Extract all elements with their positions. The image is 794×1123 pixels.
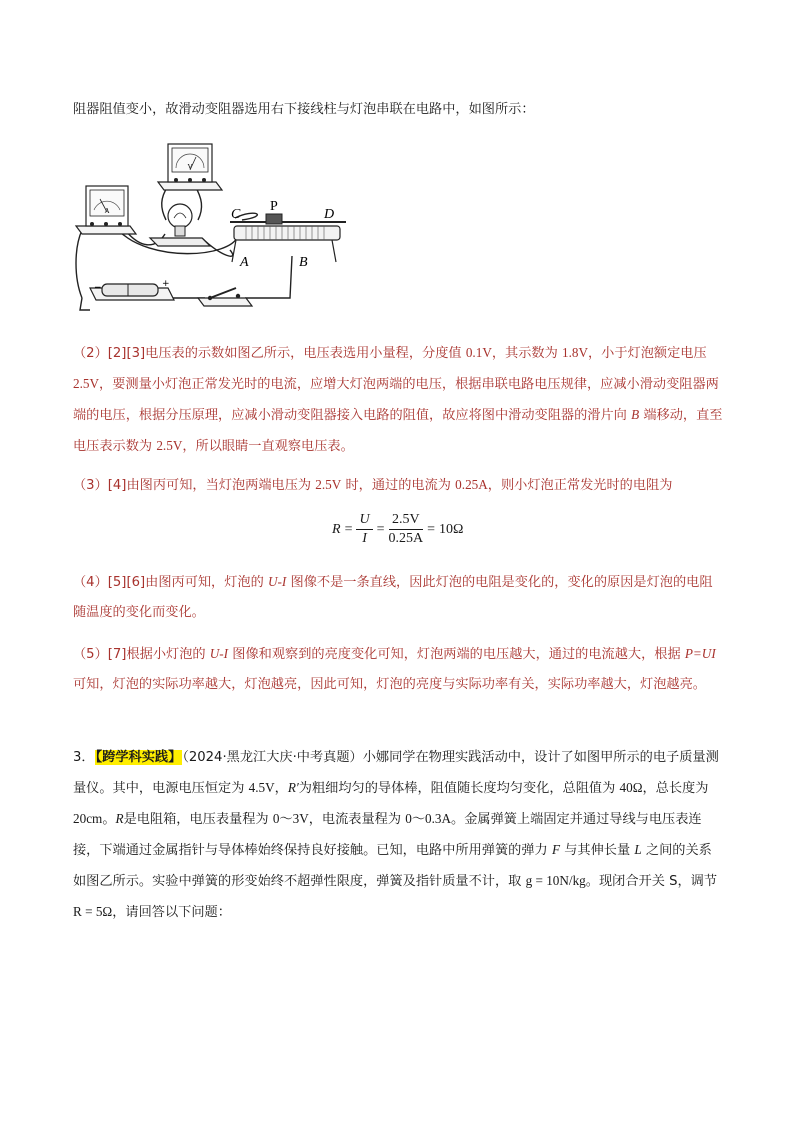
battery <box>90 279 174 300</box>
terminal-b-label: B <box>299 255 308 270</box>
terminal-p-label: P <box>270 199 278 214</box>
explanation-part-3: （3）[4]由图丙可知，当灯泡两端电压为 2.5V 时，通过的电流为 0.25A，则小灯泡正常发光时的电阻为 <box>73 477 673 493</box>
intro-line: 阻器阻值变小，故滑动变阻器选用右下接线柱与灯泡串联在电路中，如图所示： <box>73 102 535 117</box>
fraction-u-over-i: $\frac{U}{I}$ <box>356 512 372 547</box>
fraction-values: $\frac{2.5V}{0.25A}$ <box>388 512 424 546</box>
switch <box>198 288 252 306</box>
ammeter-label: A <box>104 207 110 215</box>
terminal-a-label: A <box>240 255 249 270</box>
terminal-d-label: D <box>324 207 335 222</box>
category-tag: 【跨学科实践】 <box>95 750 182 765</box>
explanation-part-5: （5）[7]根据小灯泡的 U-I 图像和观察到的亮度变化可知，灯泡两端的电压越大，通过的电流越大，根据 P=UI 可知，灯泡的实际功率越大，灯泡越亮，因此可知，灯泡的亮度与实际功率有关，实际功率越大，灯泡越亮。 <box>73 646 716 692</box>
question-3: 3．【跨学科实践】（2024·黑龙江大庆·中考真题）小娜同学在物理实践活动中，设计了如图甲所示的电子质量测量仪。其中，电源电压恒定为 4.5V，R′为粗细均匀的导体棒，阻值随长度均匀变化，总阻值为 40Ω，总长度为 20cm。R是电阻箱，电压表量程为 0～3V，电流表量程为 0～0.3A。金属弹簧上端固定并通过导线与电压表连接，下端通过金属指针与导体棒始终保持良好接触。已知，电路中所用弹簧的弹力 F 与其伸长量 L 之间的关系如图乙所示。实验中弹簧的形变始终不超弹性限度，弹簧及指针质量不计，取 g = 10N/kg。现闭合开关 S，调节 R = 5Ω，请回答以下问题： <box>73 750 719 920</box>
voltmeter-label: V <box>187 163 193 171</box>
explanation-part-2: （2）[2][3]电压表的示数如图乙所示，电压表选用小量程，分度值 0.1V，其示数为 1.8V，小于灯泡额定电压 2.5V，要测量小灯泡正常发光时的电流，应增大灯泡两端的电压，根据串联电路电压规律，应减小滑动变阻器两端的电压，根据分压原理，应减小滑动变阻器接入电路的阻值，故应将图中滑动变阻器的滑片向 B 端移动，直至电压表示数为 2.5V，所以眼睛一直观察电压表。 <box>73 345 723 454</box>
rheostat <box>230 199 346 270</box>
voltmeter <box>158 144 222 190</box>
battery-minus-label: − <box>94 283 102 293</box>
resistance-formula: R = $\frac{U}{I}$ = $\frac{2.5V}{0.25A}$ = 10Ω <box>332 512 464 546</box>
explanation-part-4: （4）[5][6]由图丙可知，灯泡的 U-I 图像不是一条直线，因此灯泡的电阻是变化的，变化的原因是灯泡的电阻随温度的变化而变化。 <box>73 574 713 620</box>
terminal-c-label: C <box>231 207 241 222</box>
ammeter <box>76 186 136 234</box>
battery-plus-label: + <box>162 279 170 289</box>
circuit-diagram <box>70 138 360 318</box>
